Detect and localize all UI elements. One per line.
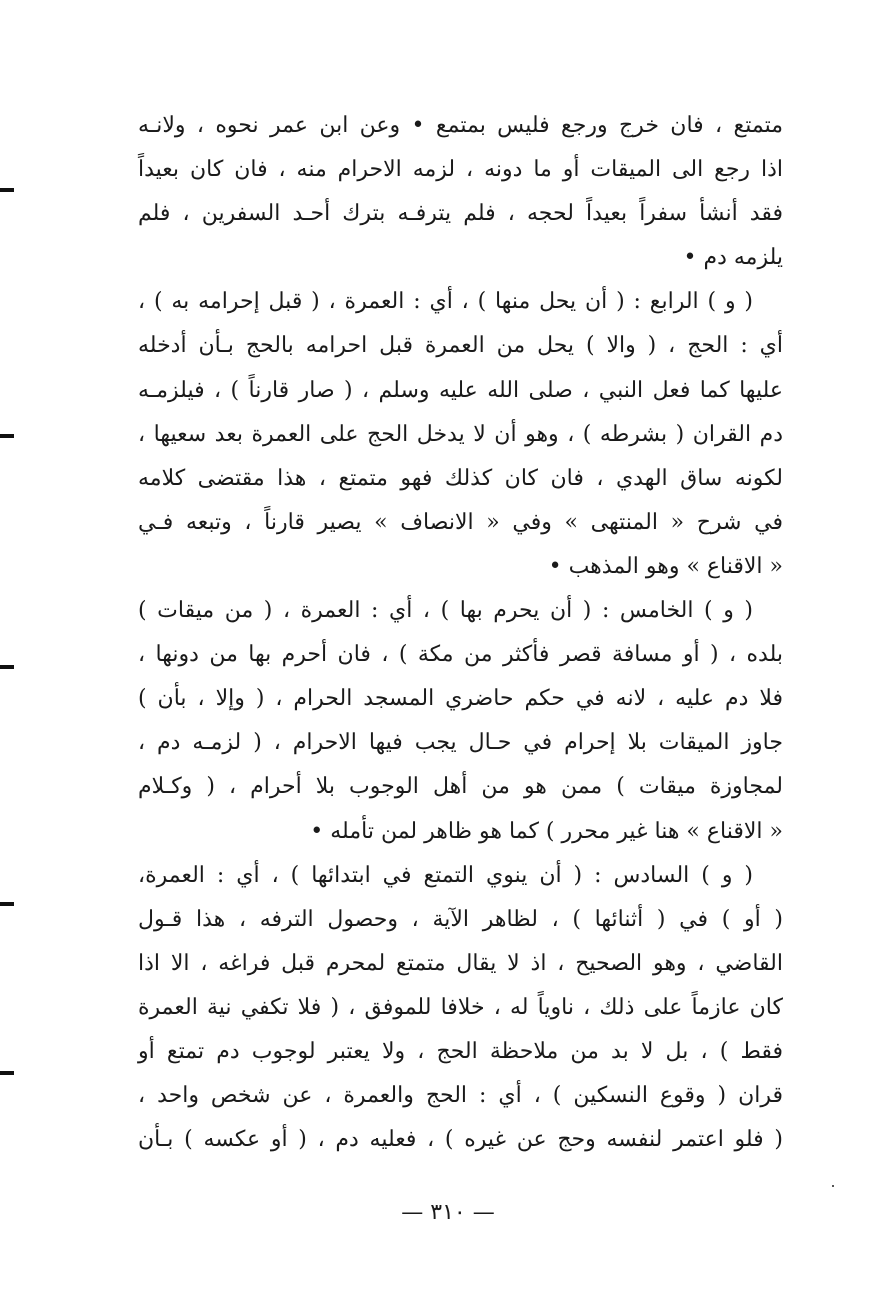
margin-mark [0, 188, 14, 192]
text-line: جاوز الميقات بلا إحرام في حـال يجب فيها الاحرام ، ( لزمـه دم ، [138, 730, 783, 756]
text-line: لكونه ساق الهدي ، فان كان كذلك فهو متمتع ، هذا مقتضى كلامه [138, 465, 783, 491]
body-text [138, 104, 783, 1162]
text-line: يلزمه دم • [683, 245, 783, 271]
text-line: في شرح « المنتهى » وفي « الانصاف » يصير قارناً ، وتبعه فـي [138, 509, 783, 535]
text-line: « الاقناع » هنا غير محرر ) كما هو ظاهر لمن تأمله • [310, 818, 783, 844]
text-line: ( و ) الرابع : ( أن يحل منها ) ، أي : العمرة ، ( قبل إحرامه به ) ، [138, 289, 753, 315]
text-line: قران ( وقوع النسكين ) ، أي : الحج والعمرة ، عن شخص واحد ، [138, 1083, 783, 1109]
text-line: ( أو ) في ( أثنائها ) ، لظاهر الآية ، وحصول الترفه ، هذا قـول [138, 906, 783, 932]
text-line: متمتع ، فان خرج ورجع فليس بمتمع • وعن ابن عمر نحوه ، ولانـه [138, 113, 783, 138]
text-line: القاضي ، وهو الصحيح ، اذ لا يقال متمتع لمحرم قبل فراغه ، الا اذا [138, 950, 783, 976]
text-line: ( و ) الخامس : ( أن يحرم بها ) ، أي : العمرة ، ( من ميقات ) [138, 598, 753, 624]
text-line: اذا رجع الى الميقات أو ما دونه ، لزمه الاحرام منه ، فان كان بعيداً [138, 157, 783, 183]
text-line: عليها كما فعل النبي ، صلى الله عليه وسلم ، ( صار قارناً ) ، فيلزمـه [138, 377, 783, 403]
text-line: كان عازماً على ذلك ، ناوياً له ، خلافا للموفق ، ( فلا تكفي نية العمرة [138, 994, 783, 1020]
text-line: فقد أنشأ سفراً بعيداً لحجه ، فلم يترفـه بترك أحـد السفرين ، فلم [138, 201, 783, 227]
margin-mark [0, 665, 14, 669]
margin-mark [0, 434, 14, 438]
text-line: أي : الحج ، ( والا ) يحل من العمرة قبل احرامه بالحج بـأن أدخله [138, 333, 783, 359]
scan-speck [832, 1185, 834, 1187]
text-line: ( فلو اعتمر لنفسه وحج عن غيره ) ، فعليه دم ، ( أو عكسه ) بـأن [138, 1127, 783, 1153]
text-line: بلده ، ( أو مسافة قصر فأكثر من مكة ) ، فان أحرم بها من دونها ، [138, 642, 783, 668]
text-line: ( و ) السادس : ( أن ينوي التمتع في ابتدائها ) ، أي : العمرة، [138, 862, 753, 888]
text-line: لمجاوزة ميقات ) ممن هو من أهل الوجوب بلا أحرام ، ( وكـلام [138, 774, 783, 800]
text-line: فقط ) ، بل لا بد من ملاحظة الحج ، ولا يعتبر لوجوب دم تمتع أو [138, 1038, 783, 1064]
text-line: فلا دم عليه ، لانه في حكم حاضري المسجد الحرام ، ( وإلا ، بأن ) [138, 686, 783, 712]
margin-mark [0, 1071, 14, 1075]
text-line: دم القران ( بشرطه ) ، وهو أن لا يدخل الحج على العمرة بعد سعيها ، [138, 421, 783, 447]
text-line: « الاقناع » وهو المذهب • [548, 553, 783, 579]
margin-mark [0, 902, 14, 906]
page-number: — ٣١٠ — [401, 1200, 495, 1225]
